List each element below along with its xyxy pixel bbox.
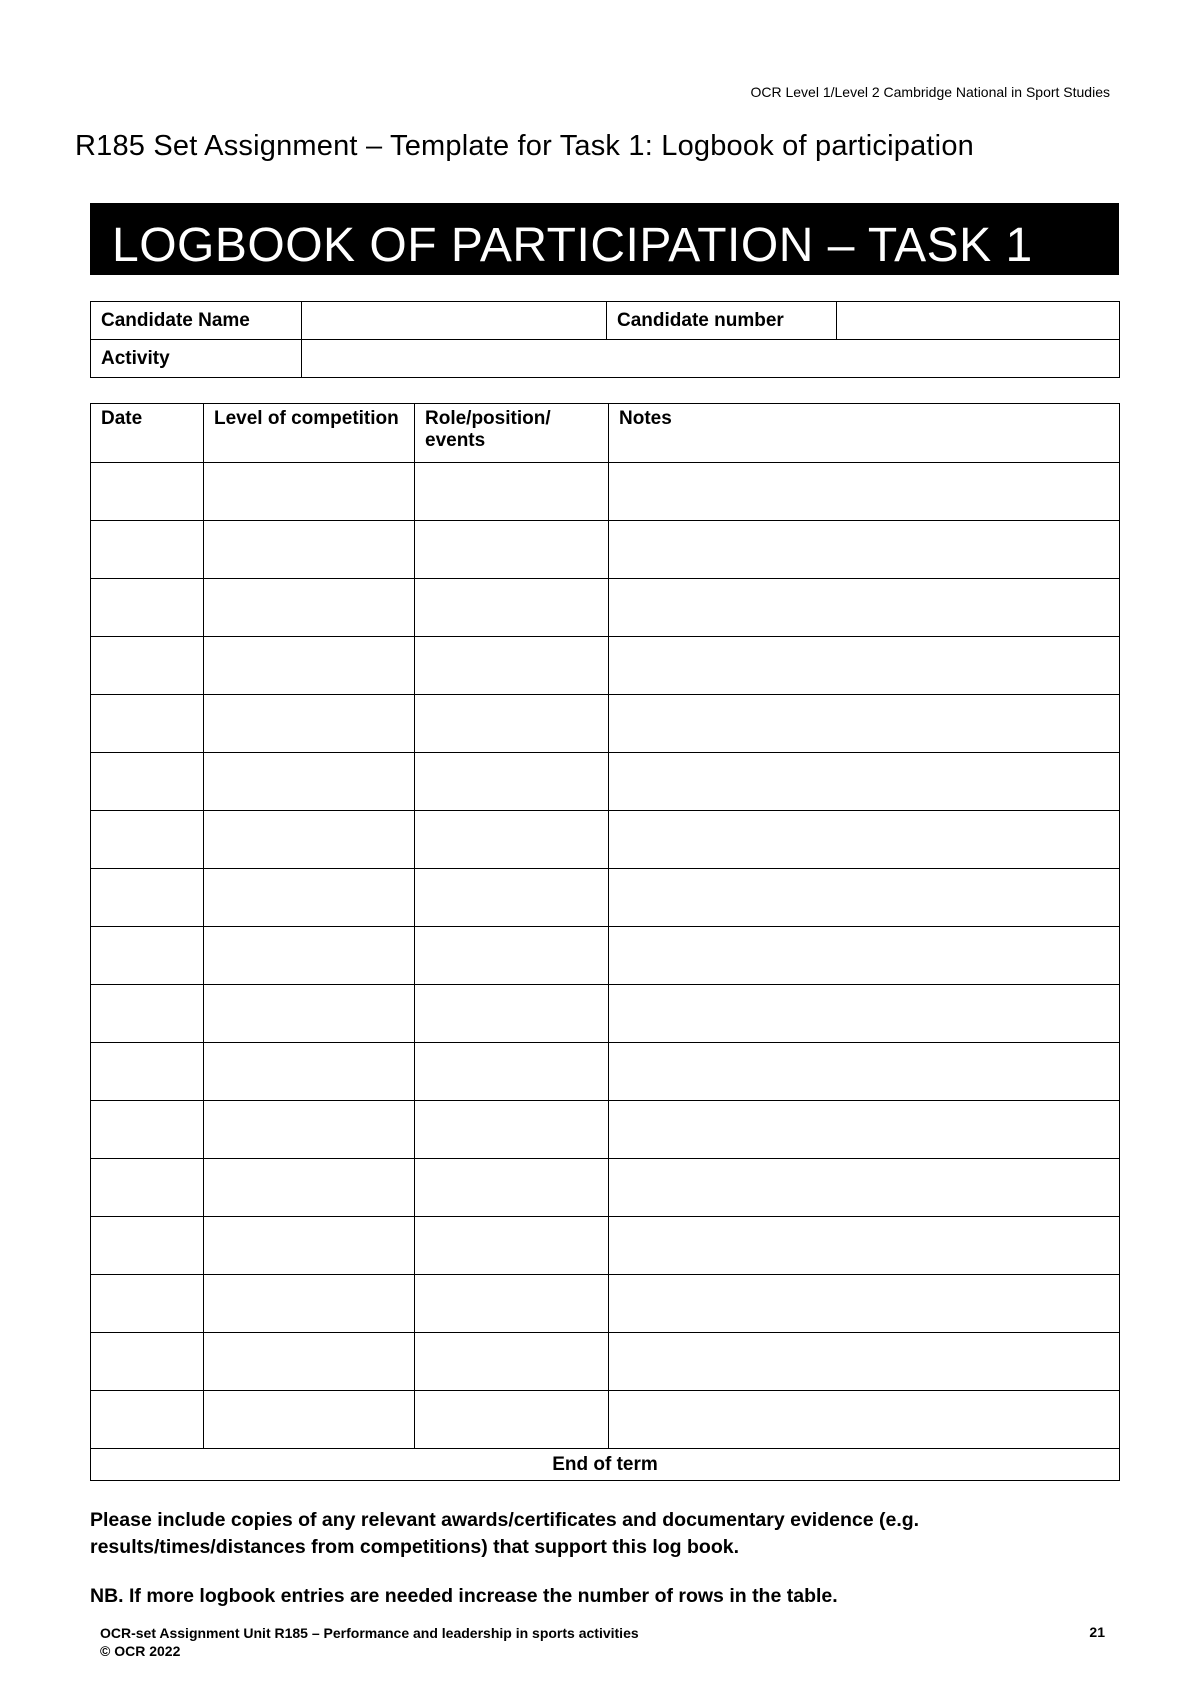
notes-cell[interactable] (609, 1159, 1120, 1217)
logbook-entry-row (91, 463, 1120, 521)
document-title: R185 Set Assignment – Template for Task 1: Logbook of participation (75, 130, 974, 162)
page-number: 21 (1089, 1624, 1105, 1640)
notes-cell[interactable] (609, 811, 1120, 869)
logbook-entry-row (91, 1275, 1120, 1333)
logbook-entry-row (91, 753, 1120, 811)
role-cell[interactable] (415, 985, 609, 1043)
role-cell[interactable] (415, 753, 609, 811)
level-cell[interactable] (204, 753, 415, 811)
role-cell[interactable] (415, 1333, 609, 1391)
footer-unit-title: OCR-set Assignment Unit R185 – Performance and leadership in sports activities (100, 1625, 639, 1641)
end-of-term-label: End of term (91, 1449, 1120, 1481)
date-cell[interactable] (91, 1391, 204, 1449)
candidate-info-table (90, 301, 1120, 378)
role-cell[interactable] (415, 811, 609, 869)
level-cell[interactable] (204, 1217, 415, 1275)
level-cell[interactable] (204, 1101, 415, 1159)
date-cell[interactable] (91, 1217, 204, 1275)
logbook-entry-row (91, 927, 1120, 985)
role-cell[interactable] (415, 1275, 609, 1333)
date-cell[interactable] (91, 985, 204, 1043)
date-cell[interactable] (91, 1159, 204, 1217)
notes-cell[interactable] (609, 753, 1120, 811)
notes-cell[interactable] (609, 927, 1120, 985)
activity-row (91, 340, 1120, 378)
level-cell[interactable] (204, 1159, 415, 1217)
logbook-entry-row (91, 985, 1120, 1043)
notes-cell[interactable] (609, 637, 1120, 695)
logbook-table (90, 403, 1120, 1481)
level-cell[interactable] (204, 1275, 415, 1333)
logbook-entry-row (91, 1333, 1120, 1391)
level-cell[interactable] (204, 869, 415, 927)
logbook-entry-row (91, 1217, 1120, 1275)
role-cell[interactable] (415, 1217, 609, 1275)
nb-note: NB. If more logbook entries are needed increase the number of rows in the table. (90, 1585, 838, 1607)
date-cell[interactable] (91, 869, 204, 927)
column-header-role: Role/position/ events (415, 404, 609, 463)
level-cell[interactable] (204, 1333, 415, 1391)
level-cell[interactable] (204, 1391, 415, 1449)
date-cell[interactable] (91, 1101, 204, 1159)
date-cell[interactable] (91, 463, 204, 521)
header-subtitle: OCR Level 1/Level 2 Cambridge National in Sport Studies (750, 84, 1110, 100)
date-cell[interactable] (91, 1333, 204, 1391)
date-cell[interactable] (91, 1043, 204, 1101)
logbook-body (91, 463, 1120, 1449)
notes-cell[interactable] (609, 1217, 1120, 1275)
logbook-header-row (91, 404, 1120, 463)
notes-cell[interactable] (609, 579, 1120, 637)
level-cell[interactable] (204, 695, 415, 753)
date-cell[interactable] (91, 1275, 204, 1333)
evidence-note: Please include copies of any relevant awards/certificates and documentary evidence (e.g. results/times/distances from competitions) that support this log book. (90, 1509, 920, 1558)
notes-cell[interactable] (609, 869, 1120, 927)
level-cell[interactable] (204, 521, 415, 579)
candidate-row (91, 302, 1120, 340)
date-cell[interactable] (91, 695, 204, 753)
logbook-entry-row (91, 869, 1120, 927)
activity-label: Activity (91, 340, 302, 378)
column-header-date: Date (91, 404, 204, 463)
notes-cell[interactable] (609, 521, 1120, 579)
notes-cell[interactable] (609, 1391, 1120, 1449)
date-cell[interactable] (91, 753, 204, 811)
level-cell[interactable] (204, 1043, 415, 1101)
logbook-entry-row (91, 579, 1120, 637)
candidate-name-label: Candidate Name (91, 302, 302, 340)
level-cell[interactable] (204, 579, 415, 637)
notes-cell[interactable] (609, 1275, 1120, 1333)
role-cell[interactable] (415, 869, 609, 927)
logbook-entry-row (91, 637, 1120, 695)
notes-cell[interactable] (609, 463, 1120, 521)
column-header-notes: Notes (609, 404, 1120, 463)
logbook-entry-row (91, 695, 1120, 753)
candidate-number-label: Candidate number (607, 302, 837, 340)
notes-cell[interactable] (609, 985, 1120, 1043)
role-cell[interactable] (415, 1043, 609, 1101)
logbook-entry-row (91, 1391, 1120, 1449)
notes-cell[interactable] (609, 1101, 1120, 1159)
candidate-number-field[interactable] (837, 302, 1120, 340)
logbook-entry-row (91, 1101, 1120, 1159)
footer-copyright: © OCR 2022 (100, 1643, 181, 1659)
level-cell[interactable] (204, 927, 415, 985)
column-header-level: Level of competition (204, 404, 415, 463)
level-cell[interactable] (204, 463, 415, 521)
role-cell[interactable] (415, 1159, 609, 1217)
level-cell[interactable] (204, 637, 415, 695)
logbook-banner: LOGBOOK OF PARTICIPATION – TASK 1 (90, 203, 1119, 275)
end-of-term-row (91, 1449, 1120, 1481)
role-cell[interactable] (415, 927, 609, 985)
role-cell[interactable] (415, 579, 609, 637)
role-cell[interactable] (415, 1391, 609, 1449)
logbook-entry-row (91, 811, 1120, 869)
activity-field[interactable] (302, 340, 1120, 378)
date-cell[interactable] (91, 811, 204, 869)
role-cell[interactable] (415, 695, 609, 753)
candidate-name-field[interactable] (302, 302, 607, 340)
role-cell[interactable] (415, 521, 609, 579)
date-cell[interactable] (91, 637, 204, 695)
date-cell[interactable] (91, 579, 204, 637)
logbook-entry-row (91, 521, 1120, 579)
logbook-entry-row (91, 1159, 1120, 1217)
footer-left (100, 1624, 639, 1660)
role-cell[interactable] (415, 637, 609, 695)
notes-cell[interactable] (609, 695, 1120, 753)
role-cell[interactable] (415, 463, 609, 521)
level-cell[interactable] (204, 985, 415, 1043)
level-cell[interactable] (204, 811, 415, 869)
role-cell[interactable] (415, 1101, 609, 1159)
notes-cell[interactable] (609, 1333, 1120, 1391)
date-cell[interactable] (91, 927, 204, 985)
logbook-entry-row (91, 1043, 1120, 1101)
date-cell[interactable] (91, 521, 204, 579)
notes-cell[interactable] (609, 1043, 1120, 1101)
